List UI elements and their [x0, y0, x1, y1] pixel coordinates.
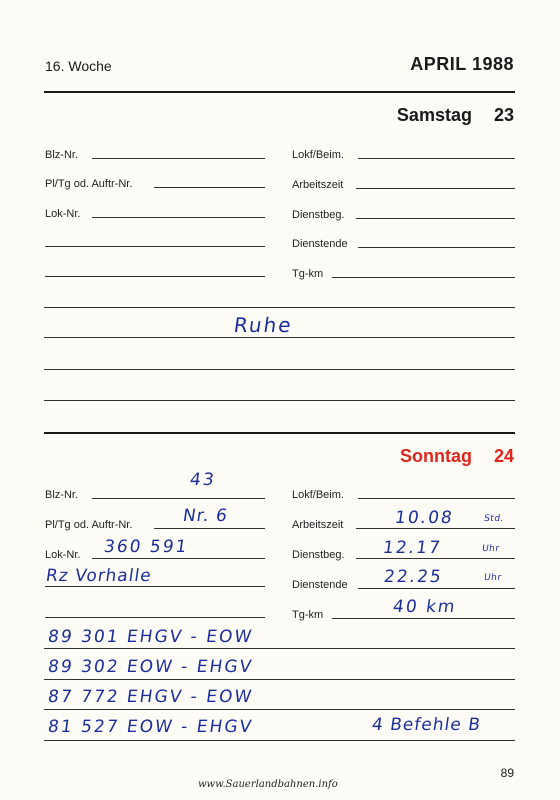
- sat-blz-label: Blz-Nr.: [45, 149, 78, 161]
- sat-note-line-1[interactable]: [44, 307, 515, 308]
- sun-lok-label: Lok-Nr.: [45, 549, 81, 561]
- sun-trip-line-1[interactable]: [44, 648, 515, 649]
- sun-arbeitszeit-field[interactable]: [356, 528, 515, 529]
- sun-blz-value: 43: [188, 470, 218, 490]
- sun-dienstbeg-unit: Uhr: [481, 544, 501, 554]
- sat-dienstende-field[interactable]: [358, 247, 515, 248]
- sun-tgkm-field[interactable]: [332, 618, 515, 619]
- sat-lok-field[interactable]: [92, 217, 265, 218]
- sun-trip-2: 89 302 EOW - EHGV: [46, 657, 255, 677]
- sun-dienstende-value: 22.25: [382, 567, 445, 587]
- sun-lokf-label: Lokf/Beim.: [292, 489, 344, 501]
- sat-dienstende-label: Dienstende: [292, 238, 348, 250]
- sun-trip-4: 81 527 EOW - EHGV: [46, 717, 255, 737]
- sat-note-line-4[interactable]: [44, 400, 515, 401]
- sun-dienstende-label: Dienstende: [292, 579, 348, 591]
- sun-blz-label: Blz-Nr.: [45, 489, 78, 501]
- sat-blz-field[interactable]: [92, 158, 265, 159]
- sun-lokf-field[interactable]: [358, 498, 515, 499]
- sun-dienstbeg-value: 12.17: [381, 538, 444, 558]
- sun-arbeitszeit-value: 10.08: [393, 508, 456, 528]
- sun-arbeitszeit-unit: Std.: [483, 514, 505, 524]
- sun-trip-line-4[interactable]: [44, 740, 515, 741]
- sun-tgkm-label: Tg-km: [292, 609, 324, 621]
- sunday-number: 24: [493, 446, 514, 466]
- header-rule: [44, 91, 515, 93]
- sat-extra-line-1[interactable]: [45, 246, 265, 247]
- sunday-name: Sonntag: [399, 446, 472, 466]
- sat-arbeitszeit-field[interactable]: [356, 188, 515, 189]
- sat-extra-line-2[interactable]: [45, 276, 265, 277]
- sun-trip-line-2[interactable]: [44, 679, 515, 680]
- sun-arbeitszeit-label: Arbeitszeit: [292, 519, 344, 531]
- sat-lok-label: Lok-Nr.: [45, 208, 81, 220]
- month-title: APRIL 1988: [410, 54, 514, 74]
- sun-extra-line-1[interactable]: [45, 586, 265, 587]
- sun-trip-3: 87 772 EHGV - EOW: [46, 687, 255, 707]
- sun-lok-field[interactable]: [92, 558, 265, 559]
- sat-dienstbeg-field[interactable]: [356, 218, 515, 219]
- sat-tgkm-label: Tg-km: [292, 268, 324, 280]
- sat-dienstbeg-label: Dienstbeg.: [292, 209, 345, 221]
- saturday-heading: [397, 105, 514, 126]
- sun-extra-value: Rz Vorhalle: [44, 566, 154, 586]
- sunday-heading: [400, 446, 514, 467]
- sat-note-line-3[interactable]: [44, 369, 515, 370]
- sat-lokf-label: Lokf/Beim.: [292, 149, 344, 161]
- sun-tgkm-value: 40 km: [391, 597, 458, 617]
- sun-note: 4 Befehle B: [370, 715, 483, 735]
- sat-tgkm-field[interactable]: [332, 277, 515, 278]
- sun-trip-line-3[interactable]: [44, 709, 515, 710]
- sun-trip-1: 89 301 EHGV - EOW: [46, 627, 255, 647]
- page-number: 89: [500, 766, 514, 780]
- sat-note-line-2[interactable]: [44, 337, 515, 338]
- sun-dienstende-field[interactable]: [358, 588, 515, 589]
- saturday-name: Samstag: [396, 105, 472, 125]
- sun-pltg-field[interactable]: [154, 528, 265, 529]
- sun-extra-line-2[interactable]: [45, 617, 265, 618]
- sat-lokf-field[interactable]: [358, 158, 515, 159]
- watermark: www.Sauerlandbahnen.info: [198, 779, 338, 790]
- sat-note: Ruhe: [232, 313, 295, 337]
- saturday-number: 23: [493, 105, 514, 125]
- sat-arbeitszeit-label: Arbeitszeit: [292, 179, 344, 191]
- sun-lok-value: 360 591: [102, 537, 190, 557]
- sun-dienstbeg-field[interactable]: [356, 558, 515, 559]
- sun-dienstende-unit: Uhr: [483, 573, 503, 583]
- day-separator-rule: [44, 432, 515, 434]
- sun-pltg-label: Pl/Tg od. Auftr-Nr.: [45, 519, 133, 531]
- week-label: 16. Woche: [45, 58, 112, 74]
- sat-pltg-label: Pl/Tg od. Auftr-Nr.: [45, 178, 133, 190]
- sun-dienstbeg-label: Dienstbeg.: [292, 549, 345, 561]
- sun-blz-field[interactable]: [92, 498, 265, 499]
- sun-pltg-value: Nr. 6: [181, 506, 230, 526]
- sat-pltg-field[interactable]: [154, 187, 265, 188]
